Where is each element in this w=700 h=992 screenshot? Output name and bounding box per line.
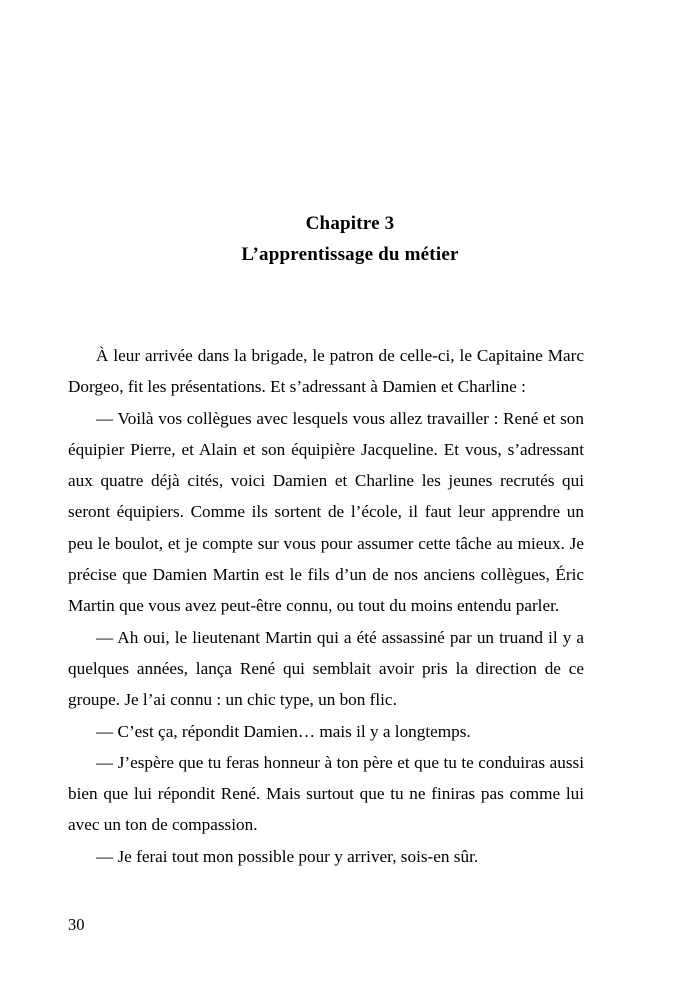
paragraph: — Voilà vos collègues avec lesquels vous allez travailler : René et son équipier Pierre, et Alain et son équipière Jacqueline. Et vous, s’adressant aux quatre déjà cités, voici Damien et Charline les jeunes recrutés qui seront équipiers. Comme ils sortent de l’école, il faut leur apprendre un peu le boulot, et je compte sur vous pour assumer cette tâche au mieux. Je précise que Damien Martin est le fils d’un de nos anciens collègues, Éric Martin que vous avez peut-être connu, ou tout du moins entendu parler.	[68, 408, 584, 616]
page-number: 30	[68, 915, 85, 934]
paragraph: — Ah oui, le lieutenant Martin qui a été assassiné par un truand il y a quelques années, lança René qui semblait avoir pris la direction de ce groupe. Je l’ai connu : un chic type, un bon flic.	[68, 627, 584, 710]
paragraph: — J’espère que tu feras honneur à ton père et que tu te conduiras aussi bien que lui répondit René. Mais surtout que tu ne finiras pas comme lui avec un ton de compassion.	[68, 752, 584, 835]
body-text	[68, 340, 584, 872]
paragraph: — Je ferai tout mon possible pour y arriver, sois-en sûr.	[96, 846, 479, 866]
chapter-heading	[0, 0, 700, 270]
paragraph: — C’est ça, répondit Damien… mais il y a longtemps.	[96, 721, 471, 741]
chapter-title: L’apprentissage du métier	[241, 244, 459, 265]
chapter-number: Chapitre 3	[305, 213, 395, 234]
paragraph: À leur arrivée dans la brigade, le patron de celle-ci, le Capitaine Marc Dorgeo, fit les présentations. Et s’adressant à Damien et Charline :	[68, 346, 584, 397]
